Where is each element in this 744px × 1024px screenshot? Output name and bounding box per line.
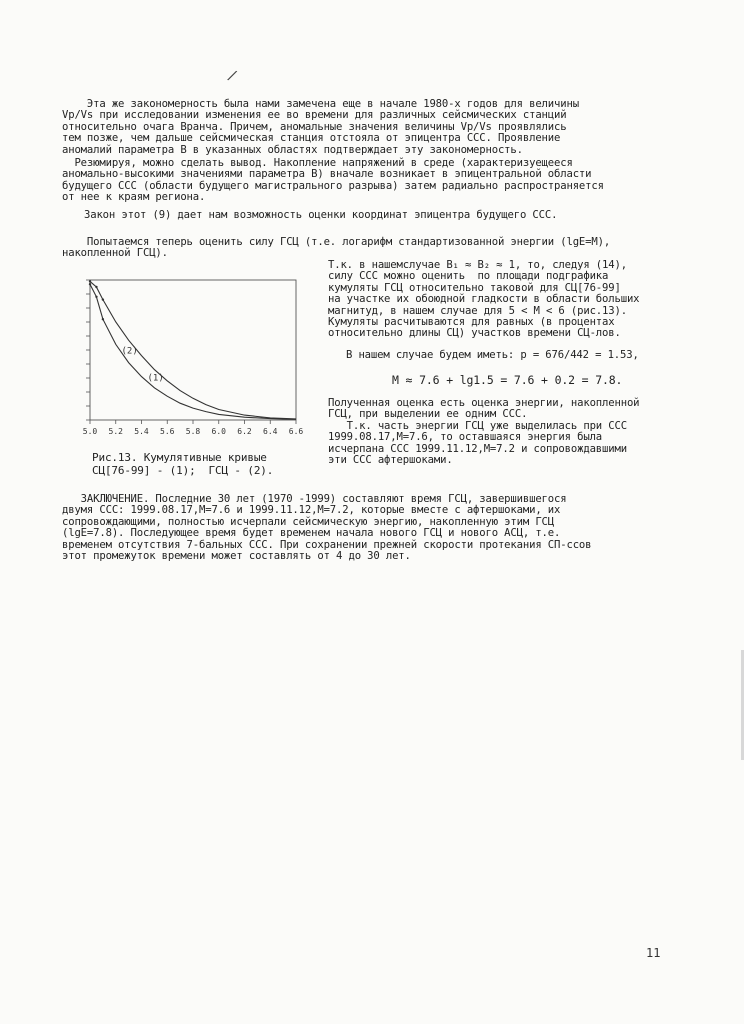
right-text-energy: Полученная оценка есть оценка энергии, накопленной ГСЦ, при выделении ее одним ССС. T.к. часть энергии ГСЦ уже выделилась при ССС 1999.08.17,M=7.6, то оставшаяся энергия была исчерпана ССС 1999.11.12,M=7.2 и сопровождавшими эти ССС афтершоками. (328, 397, 640, 467)
paragraph-estimate: Попытаемся теперь оценить силу ГСЦ (т.е. логарифм стандартизованной энергии (lgE=M), накопленной ГСЦ). (62, 236, 611, 260)
x-tick-label: 6.0 (211, 427, 226, 436)
x-tick-label: 6.2 (237, 427, 252, 436)
cumulative-chart (70, 272, 310, 442)
conclusion-paragraph: ЗАКЛЮЧЕНИЕ. Последние 30 лет (1970 -1999) составляют время ГСЦ, завершившегося двумя ССС: 1999.08.17,M=7.6 и 1999.11.12,M=7.2, которые вместе с афтершоками, их сопровождающими, полностью исчерпали сейсмическую энергию, накопленную этим ГСЦ (lgE=7.8). Последующее время будет временем начала нового ГСЦ и нового АСЦ, т.е. временем отсутствия 7-бальных ССС. При сохранении прежней скорости протекания СП-ссов этот промежуток времени может составлять от 4 до 30 лет. (62, 493, 592, 563)
page-number: 11 (646, 946, 661, 960)
right-text-ratio: B нашем случае будем иметь: p = 676/442 = 1.53, (346, 349, 639, 361)
x-tick-label: 5.0 (82, 427, 98, 436)
series-label: (1) (147, 373, 164, 384)
right-text-area-estimate: T.к. в нашемслучае B₁ ≈ B₂ ≈ 1, то, следуя (14), силу ССС можно оценить по площади подграфика кумуляты ГСЦ относительно таковой для СЦ[76-99] на участке их обоюдной гладкости в области больших магнитуд, в нашем случае для 5 < M < 6 (рис.13). Кумуляты расчитываются для равных (в процентах относительно длины СЦ) участков времени СЦ-лов. (328, 259, 640, 340)
series-point (95, 286, 97, 288)
series-point (102, 298, 104, 300)
series-point (89, 280, 91, 282)
series-point (95, 296, 97, 298)
x-tick-label: 5.2 (108, 427, 123, 436)
paragraph-vp-vs: Эта же закономерность была нами замечена еще в начале 1980-х годов для величины Vp/Vs при исследовании изменения ее во времени для различных сейсмических станций относительно очага Вранча. Причем, аномальные значения величины Vp/Vs проявлялись тем позже, чем дальше сейсмическая станция отстояла от эпицентра ССС. Проявление аномалий параметра B в указанных областях подтверждает эту закономерность. (62, 98, 579, 156)
magnitude-formula: M ≈ 7.6 + lg1.5 = 7.6 + 0.2 = 7.8. (392, 373, 623, 387)
pen-mark: / (225, 67, 239, 85)
series-label: (2) (121, 346, 138, 357)
paragraph-summary: Резюмируя, можно сделать вывод. Накопление напряжений в среде (характеризуещееся аномально-высокими значениями параметра B) вначале возникает в эпицентральной области будущего ССС (области будущего магистрального разрыва) затем радиально распространяется от нее к краям региона. (62, 157, 604, 204)
x-tick-label: 6.4 (263, 427, 278, 436)
figure-caption: Рис.13. Кумулятивные кривые СЦ[76-99] - (1); ГСЦ - (2). (92, 451, 274, 477)
x-tick-label: 6.6 (288, 427, 304, 436)
paragraph-law: Закон этот (9) дает нам возможность оценки координат эпицентра будущего ССС. (84, 209, 558, 221)
cumulative-chart-svg (70, 272, 310, 442)
x-tick-label: 5.6 (160, 427, 175, 436)
series-point (89, 283, 91, 285)
x-tick-label: 5.8 (185, 427, 201, 436)
x-tick-label: 5.4 (134, 427, 149, 436)
series-point (102, 318, 104, 320)
